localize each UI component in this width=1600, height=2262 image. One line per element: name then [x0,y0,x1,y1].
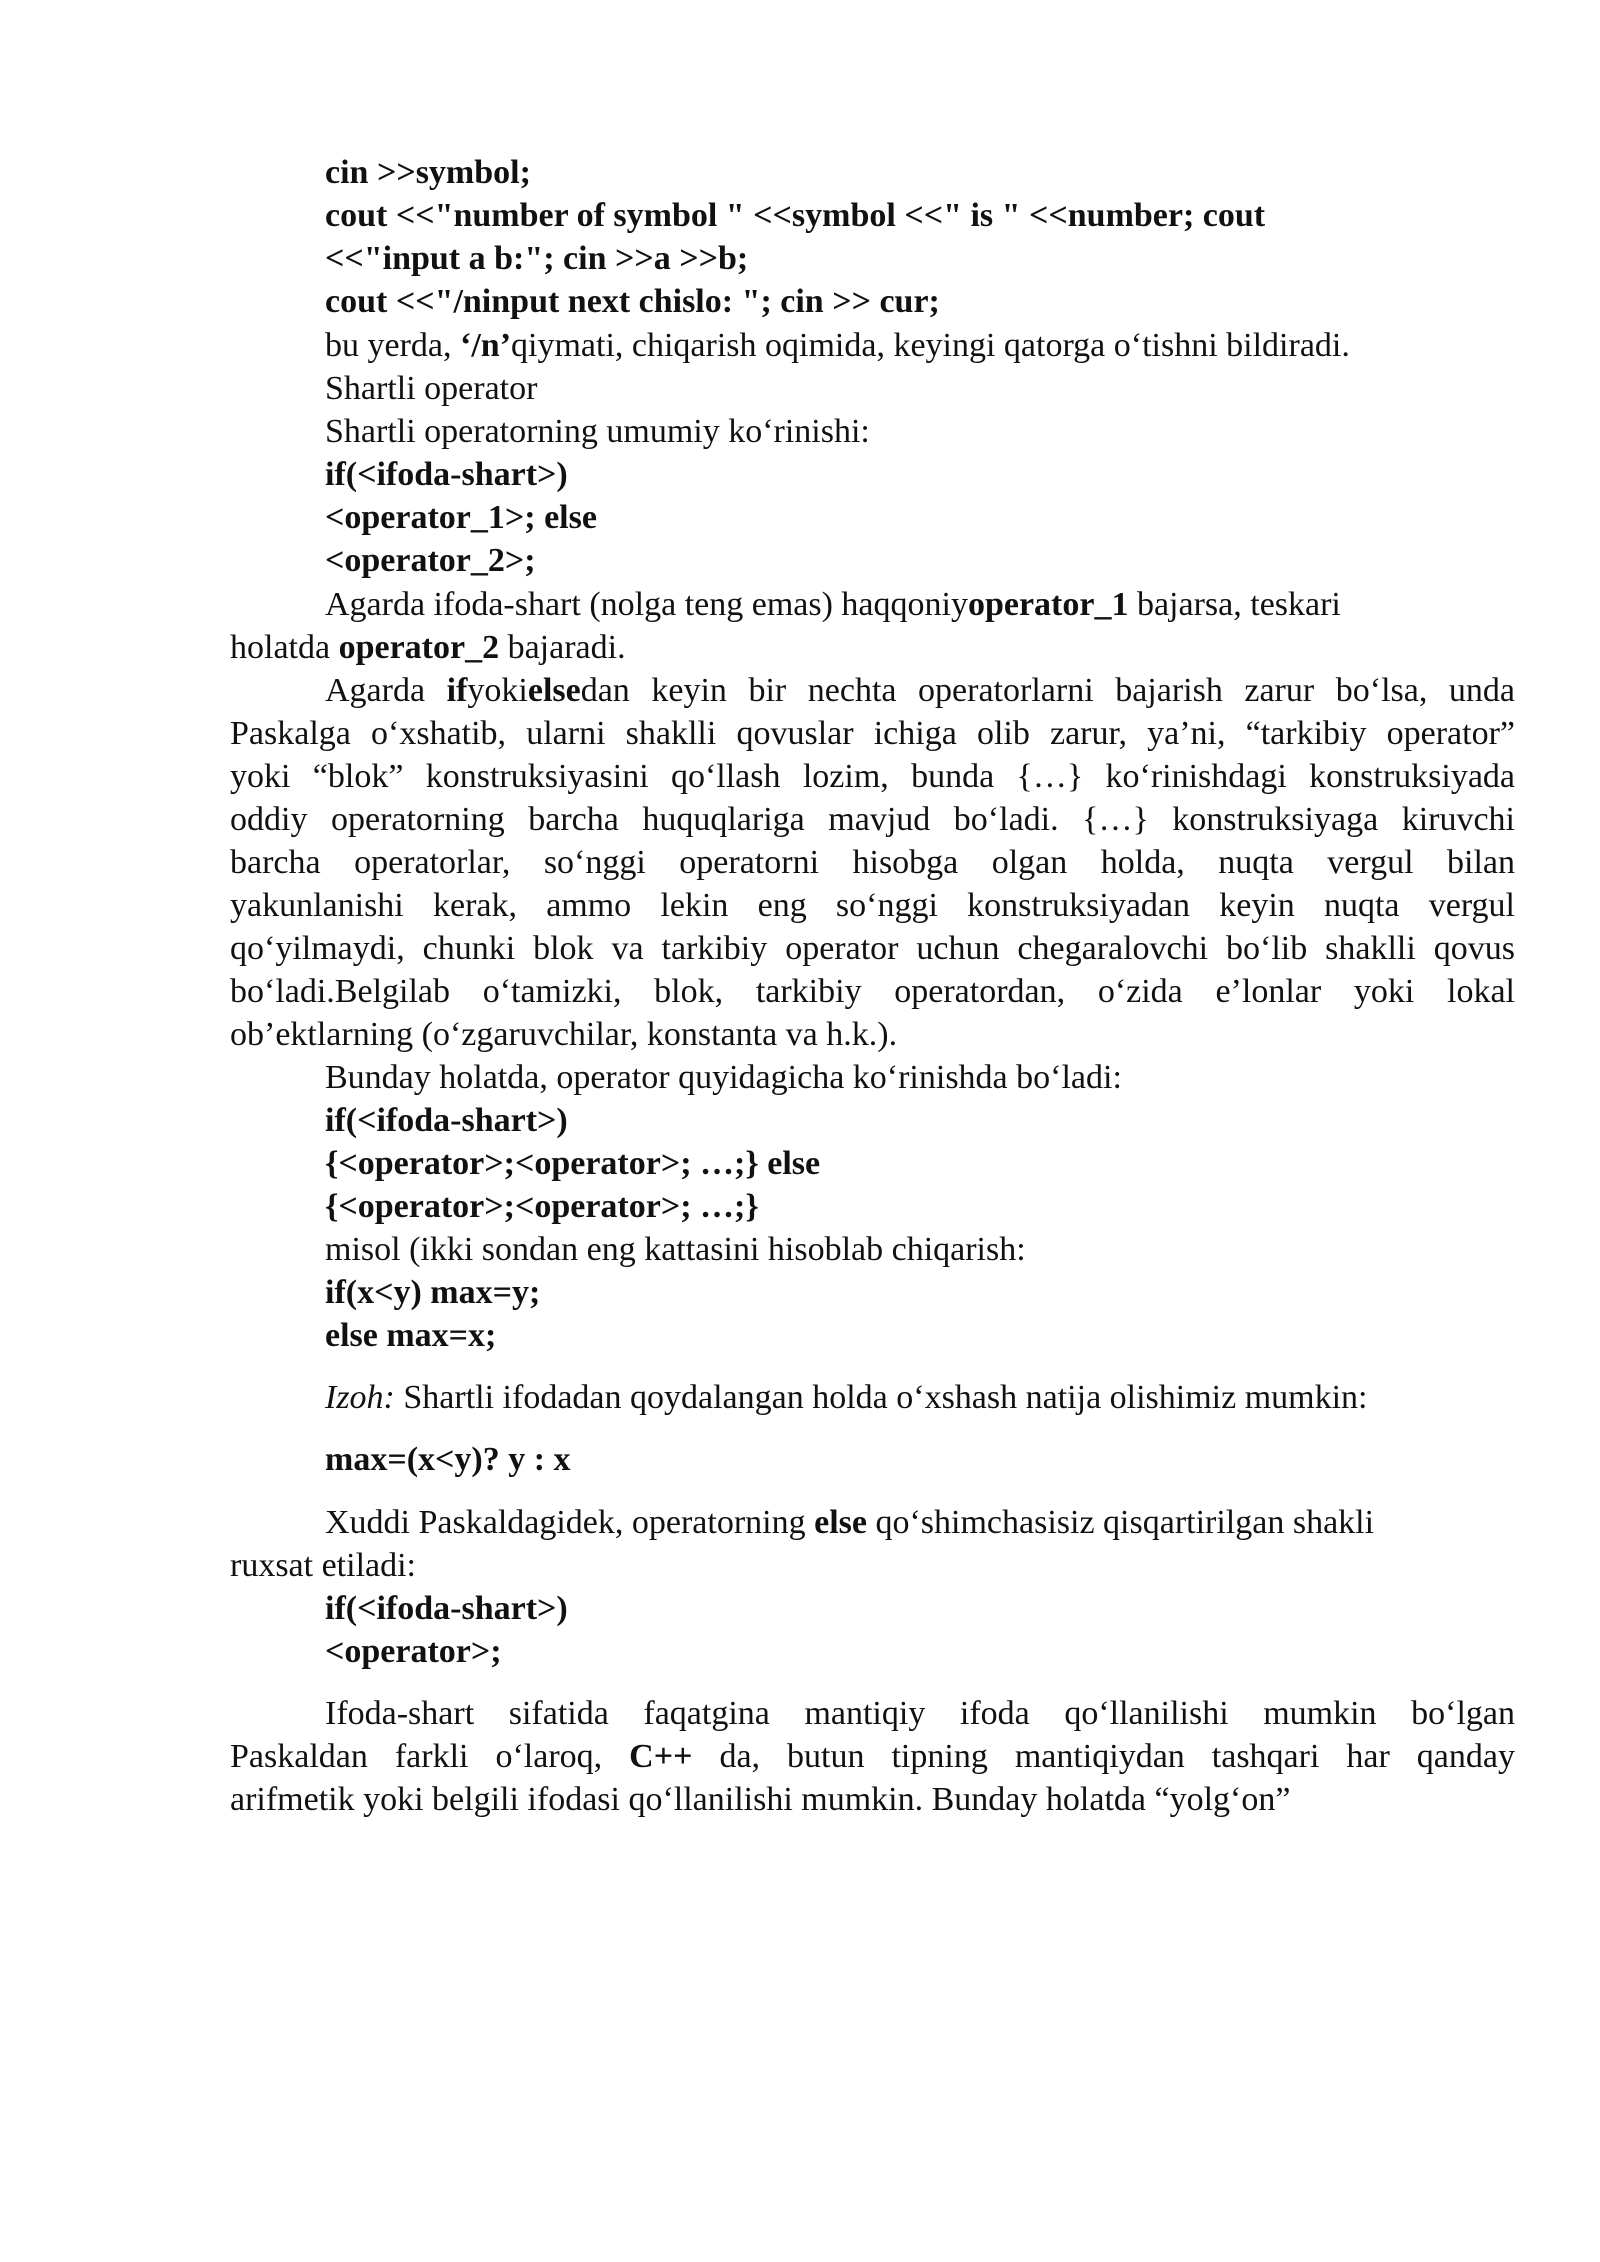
paragraph-line: yoki “blok” konstruksiyasini qo‘llash lozim, bunda {…} ko‘rinishdagi konstruksiyada [230,758,1515,795]
note-text: Izoh: Shartli ifodadan qoydalangan holda o‘xshash natija olishimiz mumkin: [325,1379,1368,1416]
code-line: <operator>; [325,1633,502,1670]
code-line: else max=x; [325,1317,497,1354]
paragraph-line: Xuddi Paskaldagidek, operatorning else qo‘shimchasisiz qisqartirilgan shakli [325,1504,1375,1541]
code-line: if(<ifoda-shart>) [325,1590,568,1627]
code-line: cin >>symbol; [325,154,531,191]
explanation-text: bu yerda, ‘/n’qiymati, chiqarish oqimida, keyingi qatorga o‘tishni bildiradi. [325,327,1350,364]
paragraph-line: bo‘ladi.Belgilab o‘tamizki, blok, tarkibiy operatordan, o‘zida e’lonlar yoki lokal [230,973,1515,1010]
paragraph-line: Paskalga o‘xshatib, ularni shaklli qovuslar ichiga olib zarur, ya’ni, “tarkibiy operator” [230,715,1515,752]
code-line: {<operator>;<operator>; …;} else [325,1145,821,1182]
paragraph-line: holatda operator_2 bajaradi. [230,629,626,666]
paragraph-line: Agarda ifoda-shart (nolga teng emas) haqqoniyoperator_1 bajarsa, teskari [325,586,1341,623]
code-line: cout <<"number of symbol " <<symbol <<" is " <<number; cout [325,197,1266,234]
section-heading: Shartli operator [325,370,538,407]
paragraph-line: Ifoda-shart sifatida faqatgina mantiqiy ifoda qo‘llanilishi mumkin bo‘lgan [325,1695,1515,1732]
code-line: if(<ifoda-shart>) [325,1102,568,1139]
code-line: {<operator>;<operator>; …;} [325,1188,759,1225]
paragraph-line: arifmetik yoki belgili ifodasi qo‘llanilishi mumkin. Bunday holatda “yolg‘on” [230,1781,1291,1818]
paragraph-line: ruxsat etiladi: [230,1547,417,1584]
paragraph-line: Paskaldan farkli o‘laroq, C++ da, butun tipning mantiqiydan tashqari har qanday [230,1738,1515,1775]
paragraph-line: qo‘yilmaydi, chunki blok va tarkibiy operator uchun chegaralovchi bo‘lib shaklli qovus [230,930,1515,967]
paragraph-line: Agarda ifyokielsedan keyin bir nechta operatorlarni bajarish zarur bo‘lsa, unda [325,672,1515,709]
general-form-text: Shartli operatorning umumiy ko‘rinishi: [325,413,870,450]
paragraph-line: yakunlanishi kerak, ammo lekin eng so‘nggi konstruksiyadan keyin nuqta vergul [230,887,1515,924]
code-line: max=(x<y)? y : x [325,1441,571,1478]
code-line: cout <<"/ninput next chislo: "; cin >> cur; [325,283,940,320]
code-line: <operator_1>; else [325,499,597,536]
code-line: <operator_2>; [325,542,536,579]
paragraph-line: oddiy operatorning barcha huquqlariga mavjud bo‘ladi. {…} konstruksiyaga kiruvchi [230,801,1515,838]
code-line: if(<ifoda-shart>) [325,456,568,493]
paragraph-line: Bunday holatda, operator quyidagicha ko‘rinishda bo‘ladi: [325,1059,1122,1096]
code-line: if(x<y) max=y; [325,1274,541,1311]
paragraph-line: barcha operatorlar, so‘nggi operatorni hisobga olgan holda, nuqta vergul bilan [230,844,1515,881]
example-text: misol (ikki sondan eng kattasini hisoblab chiqarish: [325,1231,1026,1268]
paragraph-line: ob’ektlarning (o‘zgaruvchilar, konstanta va h.k.). [230,1016,898,1053]
code-line: <<"input a b:"; cin >>a >>b; [325,240,749,277]
